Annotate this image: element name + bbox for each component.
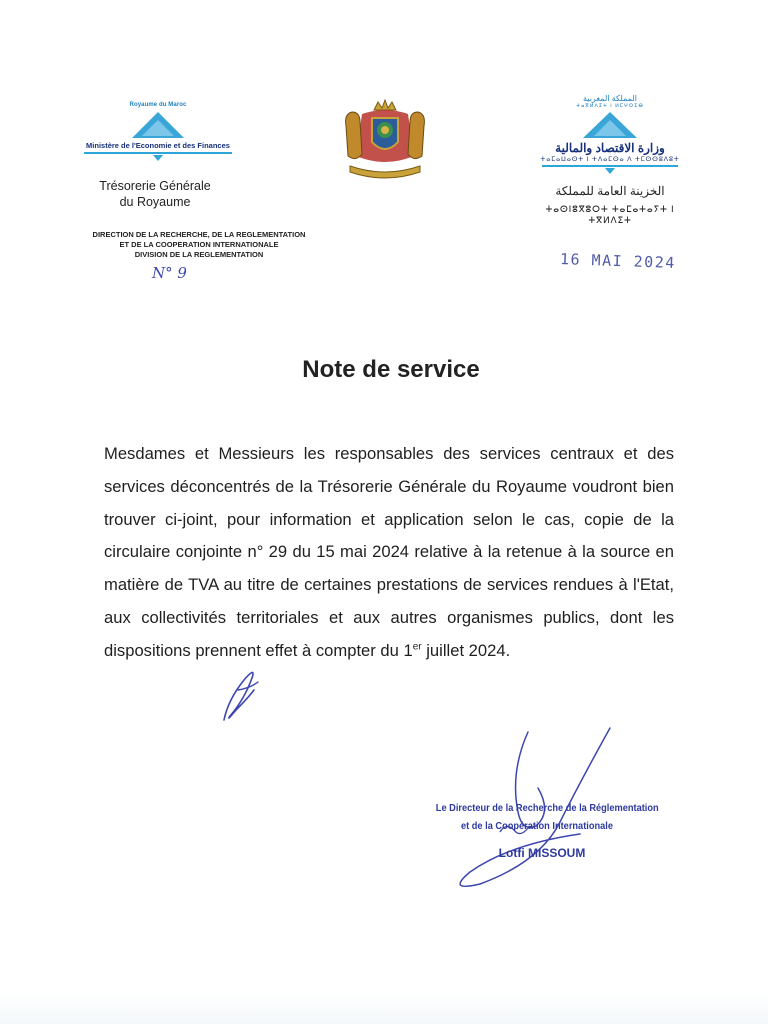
treasury-name-line1: Trésorerie Générale [99, 179, 211, 193]
ministry-logo-right [538, 94, 682, 174]
reference-number: N° 9 [152, 264, 187, 282]
triangle-logo-icon [128, 110, 188, 140]
small-triangle-icon [153, 155, 163, 161]
direction-line2: ET DE LA COOPERATION INTERNATIONALE [119, 240, 279, 249]
ministry-name-ar: وزارة الاقتصاد والمالية [555, 141, 665, 155]
division-line: DIVISION DE LA REGLEMENTATION [134, 250, 264, 259]
signature-block [422, 802, 659, 860]
signatory-name: Lotfi MISSOUM [498, 846, 586, 860]
treasury-name [90, 178, 220, 210]
ministry-name: Ministère de l'Economie et des Finances [86, 141, 230, 150]
kingdom-label-ar: المملكة المغربية [583, 94, 637, 103]
triangle-logo-icon [579, 110, 641, 140]
treasury-name-line2: du Royaume [119, 195, 191, 209]
direction-line1: DIRECTION DE LA RECHERCHE, DE LA REGLEMENTATION [92, 230, 306, 239]
ministry-logo-left [78, 102, 238, 161]
ministry-rule [84, 152, 232, 154]
initials-paraphe-icon [214, 660, 270, 724]
body-superscript: er [412, 641, 422, 653]
page-bottom-edge [0, 990, 768, 1024]
kingdom-label-tifinagh: ⵜⴰⴳⵍⴷⵉⵜ ⵏ ⵍⵎⵖⵔⵉⴱ [576, 103, 644, 109]
signatory-title-line2: et de la Coopération Internationale [461, 820, 613, 832]
body-text-main: Mesdames et Messieurs les responsables des services centraux et des services déconcentrés de la Trésorerie Générale du Royaume voudront bien trouver ci-joint, pour information et application selon le cas, copie de la circulaire conjointe n° 29 du 15 mai 2024 relative à la retenue à la source en matière de TVA au titre de certaines prestations de services rendues à l'Etat, aux collectivités territoriales et aux autres organismes publics, dont les dispositions prennent effet à compter du 1 [104, 444, 674, 660]
treasury-name-tifinagh: ⵜⴰⵙⵏⵓⴳⵓⵔⵜ ⵜⴰⵎⴰⵜⴰⵢⵜ ⵏ ⵜⴳⵍⴷⵉⵜ [545, 204, 675, 225]
ministry-name-tifinagh: ⵜⴰⵎⴰⵡⴰⵙⵜ ⵏ ⵜⴷⴰⵎⵙⴰ ⴷ ⵜⵎⵙⵙⵓⴷⵓⵜ [540, 156, 680, 163]
direction-block [60, 230, 338, 260]
document-title: Note de service [302, 356, 480, 383]
treasury-name-ar: الخزينة العامة للمملكة [555, 184, 665, 198]
signatory-title-line1: Le Directeur de la Recherche de la Réglementation [435, 802, 659, 814]
ministry-rule [542, 165, 678, 167]
date-stamp: 16 MAI 2024 [559, 249, 677, 273]
kingdom-label: Royaume du Maroc [129, 102, 187, 108]
body-text-end: juillet 2024. [421, 640, 511, 660]
coat-of-arms-icon [340, 96, 430, 184]
small-triangle-icon [605, 168, 615, 174]
body-paragraph [104, 438, 674, 668]
